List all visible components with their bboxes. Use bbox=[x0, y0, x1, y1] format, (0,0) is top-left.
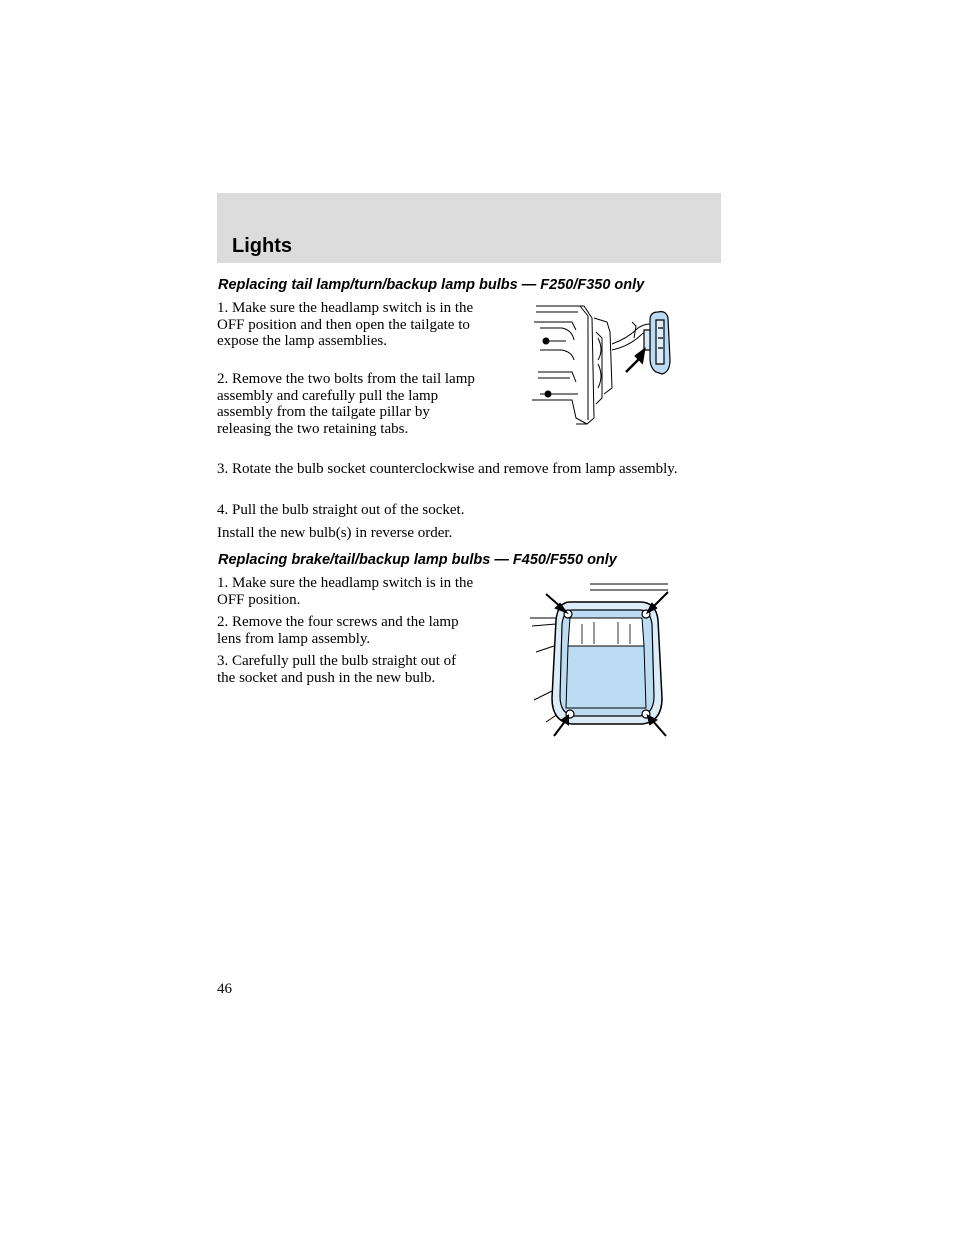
step-text: 3. Rotate the bulb socket counterclockwise and remove from lamp assembly. bbox=[217, 461, 678, 477]
step-text: 3. Carefully pull the bulb straight out of the socket and push in the new bulb. bbox=[217, 653, 457, 686]
header-band bbox=[217, 193, 721, 263]
page-number: 46 bbox=[217, 981, 232, 997]
step-text: 1. Make sure the headlamp switch is in the OFF position. bbox=[217, 575, 474, 608]
step-text: 2. Remove the four screws and the lamp lens from lamp assembly. bbox=[217, 614, 459, 647]
section-heading-brake-lamp: Replacing brake/tail/backup lamp bulbs — F450/F550 only bbox=[218, 552, 617, 568]
brake-lamp-illustration bbox=[530, 580, 672, 740]
step-text: Install the new bulb(s) in reverse order. bbox=[217, 525, 453, 541]
tail-lamp-illustration bbox=[532, 298, 677, 426]
section-heading-tail-lamp: Replacing tail lamp/turn/backup lamp bulbs — F250/F350 only bbox=[218, 277, 645, 293]
step-text: 1. Make sure the headlamp switch is in the OFF position and then open the tailgate to expose the lamp assemblies. bbox=[217, 300, 474, 349]
step-text: 4. Pull the bulb straight out of the socket. bbox=[217, 502, 465, 518]
step-text: 2. Remove the two bolts from the tail lamp assembly and carefully pull the lamp assembly from the tailgate pillar by releasing the two retaining tabs. bbox=[217, 371, 475, 437]
page-title: Lights bbox=[232, 235, 292, 257]
